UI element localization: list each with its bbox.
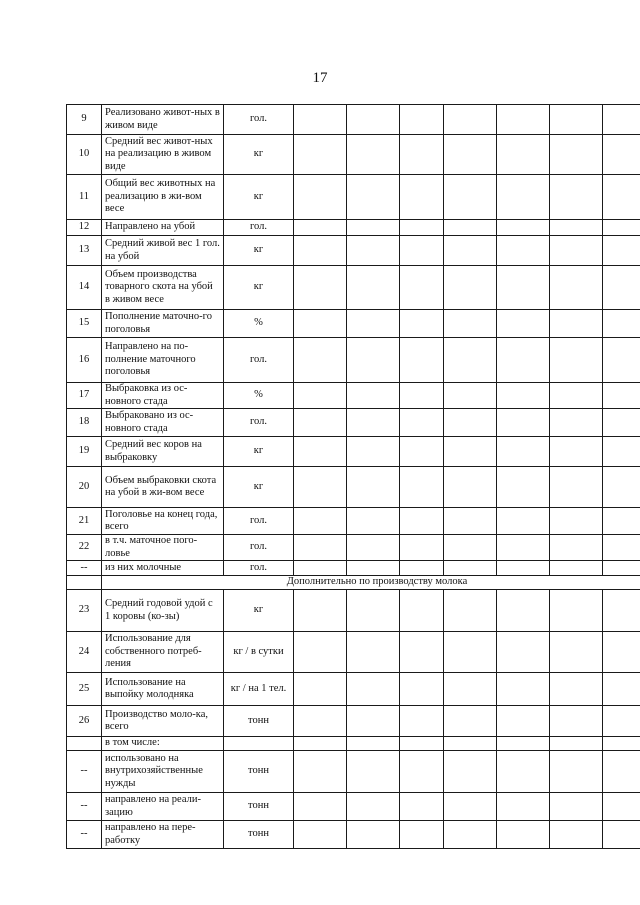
value-cell — [444, 437, 497, 467]
table-row — [67, 793, 640, 821]
row-number: 26 — [67, 706, 102, 737]
row-indicator: направлено на пере-работку — [102, 821, 224, 849]
value-cell — [603, 535, 640, 561]
value-cell — [400, 793, 444, 821]
value-cell — [603, 673, 640, 706]
value-cell — [550, 437, 603, 467]
row-number: -- — [67, 751, 102, 793]
value-cell — [550, 793, 603, 821]
value-cell — [497, 220, 550, 236]
row-indicator: Реализовано живот-ных в живом виде — [102, 105, 224, 135]
row-indicator: Использование для собственного потреб-ления — [102, 632, 224, 673]
row-unit: кг / на 1 тел. — [224, 673, 294, 706]
value-cell — [497, 673, 550, 706]
value-cell — [603, 220, 640, 236]
row-number: -- — [67, 561, 102, 576]
value-cell — [603, 105, 640, 135]
value-cell — [400, 821, 444, 849]
section-title: Дополнительно по производству молока — [102, 576, 640, 590]
row-indicator: Производство моло-ка, всего — [102, 706, 224, 737]
row-number: 15 — [67, 310, 102, 338]
table-row — [67, 383, 640, 409]
value-cell — [400, 561, 444, 576]
value-cell — [400, 706, 444, 737]
value-cell — [444, 383, 497, 409]
value-cell — [400, 409, 444, 437]
value-cell — [400, 383, 444, 409]
row-unit: кг — [224, 266, 294, 310]
row-indicator: Выбраковано из ос-новного стада — [102, 409, 224, 437]
value-cell — [550, 821, 603, 849]
value-cell — [400, 632, 444, 673]
row-unit: тонн — [224, 751, 294, 793]
value-cell — [294, 632, 347, 673]
value-cell — [400, 220, 444, 236]
row-number: 25 — [67, 673, 102, 706]
row-number: 18 — [67, 409, 102, 437]
value-cell — [497, 467, 550, 508]
value-cell — [444, 737, 497, 751]
value-cell — [550, 508, 603, 535]
value-cell — [294, 673, 347, 706]
row-unit: кг — [224, 175, 294, 220]
value-cell — [347, 310, 400, 338]
value-cell — [294, 175, 347, 220]
value-cell — [347, 236, 400, 266]
value-cell — [444, 236, 497, 266]
row-unit: гол. — [224, 105, 294, 135]
row-number: 10 — [67, 135, 102, 175]
value-cell — [347, 409, 400, 437]
value-cell — [294, 706, 347, 737]
value-cell — [400, 751, 444, 793]
row-number: -- — [67, 793, 102, 821]
row-unit: тонн — [224, 793, 294, 821]
row-unit: кг — [224, 135, 294, 175]
value-cell — [497, 508, 550, 535]
value-cell — [603, 175, 640, 220]
value-cell — [497, 383, 550, 409]
value-cell — [294, 310, 347, 338]
row-unit: кг — [224, 467, 294, 508]
value-cell — [347, 467, 400, 508]
value-cell — [294, 561, 347, 576]
value-cell — [294, 266, 347, 310]
table-row — [67, 135, 640, 175]
table-row — [67, 105, 640, 135]
value-cell — [550, 535, 603, 561]
row-number — [67, 737, 102, 751]
table-row — [67, 220, 640, 236]
row-unit: гол. — [224, 508, 294, 535]
value-cell — [497, 793, 550, 821]
row-unit: гол. — [224, 220, 294, 236]
value-cell — [444, 508, 497, 535]
value-cell — [550, 561, 603, 576]
value-cell — [550, 632, 603, 673]
value-cell — [550, 751, 603, 793]
table-row — [67, 737, 640, 751]
row-number: 14 — [67, 266, 102, 310]
value-cell — [400, 135, 444, 175]
row-number: 20 — [67, 467, 102, 508]
row-number: -- — [67, 821, 102, 849]
row-number: 23 — [67, 590, 102, 632]
value-cell — [294, 236, 347, 266]
value-cell — [497, 409, 550, 437]
value-cell — [294, 793, 347, 821]
section-empty-cell — [67, 576, 102, 590]
row-indicator: Направлено на по-полнение маточного поголовья — [102, 338, 224, 383]
table-row — [67, 409, 640, 437]
value-cell — [550, 338, 603, 383]
value-cell — [400, 590, 444, 632]
value-cell — [444, 535, 497, 561]
table-row — [67, 437, 640, 467]
value-cell — [550, 409, 603, 437]
row-number: 19 — [67, 437, 102, 467]
value-cell — [497, 561, 550, 576]
value-cell — [550, 590, 603, 632]
row-indicator: Средний годовой удой с 1 коровы (ко-зы) — [102, 590, 224, 632]
row-indicator: Выбраковка из ос-новного стада — [102, 383, 224, 409]
value-cell — [603, 632, 640, 673]
value-cell — [347, 437, 400, 467]
row-indicator: Средний вес живот-ных на реализацию в живом виде — [102, 135, 224, 175]
row-unit: % — [224, 383, 294, 409]
value-cell — [497, 135, 550, 175]
row-indicator: Пополнение маточно-го поголовья — [102, 310, 224, 338]
value-cell — [400, 236, 444, 266]
value-cell — [444, 409, 497, 437]
table-row — [67, 175, 640, 220]
value-cell — [603, 383, 640, 409]
value-cell — [294, 105, 347, 135]
value-cell — [550, 175, 603, 220]
value-cell — [444, 632, 497, 673]
row-unit: гол. — [224, 409, 294, 437]
value-cell — [347, 561, 400, 576]
row-number: 13 — [67, 236, 102, 266]
value-cell — [444, 821, 497, 849]
row-unit: кг — [224, 590, 294, 632]
row-indicator: использовано на внутрихозяйственные нужды — [102, 751, 224, 793]
value-cell — [400, 338, 444, 383]
value-cell — [603, 751, 640, 793]
row-number: 9 — [67, 105, 102, 135]
value-cell — [294, 590, 347, 632]
table-row — [67, 673, 640, 706]
value-cell — [550, 383, 603, 409]
value-cell — [497, 338, 550, 383]
value-cell — [603, 135, 640, 175]
value-cell — [347, 338, 400, 383]
value-cell — [347, 135, 400, 175]
table-row — [67, 751, 640, 793]
value-cell — [497, 437, 550, 467]
value-cell — [400, 673, 444, 706]
row-indicator: Поголовье на конец года, всего — [102, 508, 224, 535]
value-cell — [550, 310, 603, 338]
value-cell — [444, 175, 497, 220]
value-cell — [444, 673, 497, 706]
value-cell — [550, 673, 603, 706]
table-row — [67, 338, 640, 383]
value-cell — [497, 266, 550, 310]
value-cell — [603, 437, 640, 467]
row-number: 11 — [67, 175, 102, 220]
table-row — [67, 561, 640, 576]
value-cell — [497, 105, 550, 135]
value-cell — [550, 467, 603, 508]
value-cell — [603, 590, 640, 632]
table-row — [67, 310, 640, 338]
row-unit: гол. — [224, 535, 294, 561]
table-body — [67, 105, 640, 849]
value-cell — [603, 706, 640, 737]
row-unit — [224, 737, 294, 751]
value-cell — [444, 135, 497, 175]
value-cell — [347, 737, 400, 751]
data-table — [66, 104, 640, 849]
value-cell — [603, 793, 640, 821]
value-cell — [550, 105, 603, 135]
table-row — [67, 467, 640, 508]
value-cell — [347, 105, 400, 135]
table-row — [67, 535, 640, 561]
value-cell — [294, 535, 347, 561]
value-cell — [497, 821, 550, 849]
value-cell — [347, 706, 400, 737]
value-cell — [347, 508, 400, 535]
section-row — [67, 576, 640, 590]
value-cell — [444, 793, 497, 821]
value-cell — [444, 220, 497, 236]
value-cell — [497, 632, 550, 673]
row-unit: гол. — [224, 561, 294, 576]
value-cell — [444, 467, 497, 508]
value-cell — [444, 561, 497, 576]
row-indicator: в том числе: — [102, 737, 224, 751]
value-cell — [294, 220, 347, 236]
value-cell — [294, 508, 347, 535]
value-cell — [347, 175, 400, 220]
value-cell — [400, 535, 444, 561]
value-cell — [444, 310, 497, 338]
row-unit: кг — [224, 437, 294, 467]
value-cell — [347, 793, 400, 821]
value-cell — [294, 737, 347, 751]
value-cell — [347, 220, 400, 236]
row-indicator: Объем выбраковки скота на убой в жи-вом весе — [102, 467, 224, 508]
value-cell — [347, 383, 400, 409]
row-unit: тонн — [224, 821, 294, 849]
value-cell — [294, 135, 347, 175]
value-cell — [400, 437, 444, 467]
value-cell — [444, 266, 497, 310]
value-cell — [347, 751, 400, 793]
row-unit: тонн — [224, 706, 294, 737]
row-number: 24 — [67, 632, 102, 673]
row-indicator: Направлено на убой — [102, 220, 224, 236]
row-indicator: Общий вес животных на реализацию в жи-вом весе — [102, 175, 224, 220]
value-cell — [400, 467, 444, 508]
table-row — [67, 632, 640, 673]
value-cell — [497, 175, 550, 220]
value-cell — [347, 590, 400, 632]
value-cell — [603, 338, 640, 383]
value-cell — [497, 310, 550, 338]
value-cell — [294, 437, 347, 467]
row-indicator: Использование на выпойку молодняка — [102, 673, 224, 706]
table-row — [67, 590, 640, 632]
value-cell — [550, 236, 603, 266]
table-row — [67, 508, 640, 535]
value-cell — [294, 751, 347, 793]
row-number: 21 — [67, 508, 102, 535]
row-unit: кг — [224, 236, 294, 266]
value-cell — [444, 105, 497, 135]
value-cell — [603, 467, 640, 508]
value-cell — [294, 821, 347, 849]
value-cell — [400, 737, 444, 751]
value-cell — [550, 266, 603, 310]
value-cell — [497, 590, 550, 632]
table-row — [67, 706, 640, 737]
value-cell — [444, 338, 497, 383]
value-cell — [444, 706, 497, 737]
value-cell — [603, 508, 640, 535]
row-number: 22 — [67, 535, 102, 561]
value-cell — [400, 175, 444, 220]
value-cell — [497, 751, 550, 793]
row-indicator: Средний вес коров на выбраковку — [102, 437, 224, 467]
value-cell — [603, 821, 640, 849]
value-cell — [603, 310, 640, 338]
value-cell — [400, 266, 444, 310]
value-cell — [347, 535, 400, 561]
value-cell — [603, 737, 640, 751]
row-number: 17 — [67, 383, 102, 409]
value-cell — [347, 673, 400, 706]
value-cell — [497, 706, 550, 737]
value-cell — [347, 632, 400, 673]
value-cell — [294, 409, 347, 437]
row-indicator: Объем производства товарного скота на убой в живом весе — [102, 266, 224, 310]
value-cell — [400, 310, 444, 338]
value-cell — [347, 266, 400, 310]
value-cell — [550, 737, 603, 751]
value-cell — [603, 409, 640, 437]
table-row — [67, 236, 640, 266]
value-cell — [347, 821, 400, 849]
value-cell — [294, 383, 347, 409]
table-row — [67, 266, 640, 310]
row-indicator: Средний живой вес 1 гол. на убой — [102, 236, 224, 266]
value-cell — [603, 236, 640, 266]
value-cell — [444, 751, 497, 793]
row-number: 16 — [67, 338, 102, 383]
value-cell — [497, 236, 550, 266]
value-cell — [497, 737, 550, 751]
value-cell — [550, 706, 603, 737]
value-cell — [294, 338, 347, 383]
row-unit: кг / в сутки — [224, 632, 294, 673]
value-cell — [497, 535, 550, 561]
row-unit: гол. — [224, 338, 294, 383]
value-cell — [294, 467, 347, 508]
value-cell — [550, 220, 603, 236]
value-cell — [444, 590, 497, 632]
value-cell — [400, 105, 444, 135]
value-cell — [603, 561, 640, 576]
value-cell — [550, 135, 603, 175]
row-indicator: направлено на реали-зацию — [102, 793, 224, 821]
page-number: 17 — [312, 70, 328, 86]
row-indicator: из них молочные — [102, 561, 224, 576]
value-cell — [603, 266, 640, 310]
row-indicator: в т.ч. маточное пого-ловье — [102, 535, 224, 561]
row-number: 12 — [67, 220, 102, 236]
value-cell — [400, 508, 444, 535]
row-unit: % — [224, 310, 294, 338]
table-row — [67, 821, 640, 849]
